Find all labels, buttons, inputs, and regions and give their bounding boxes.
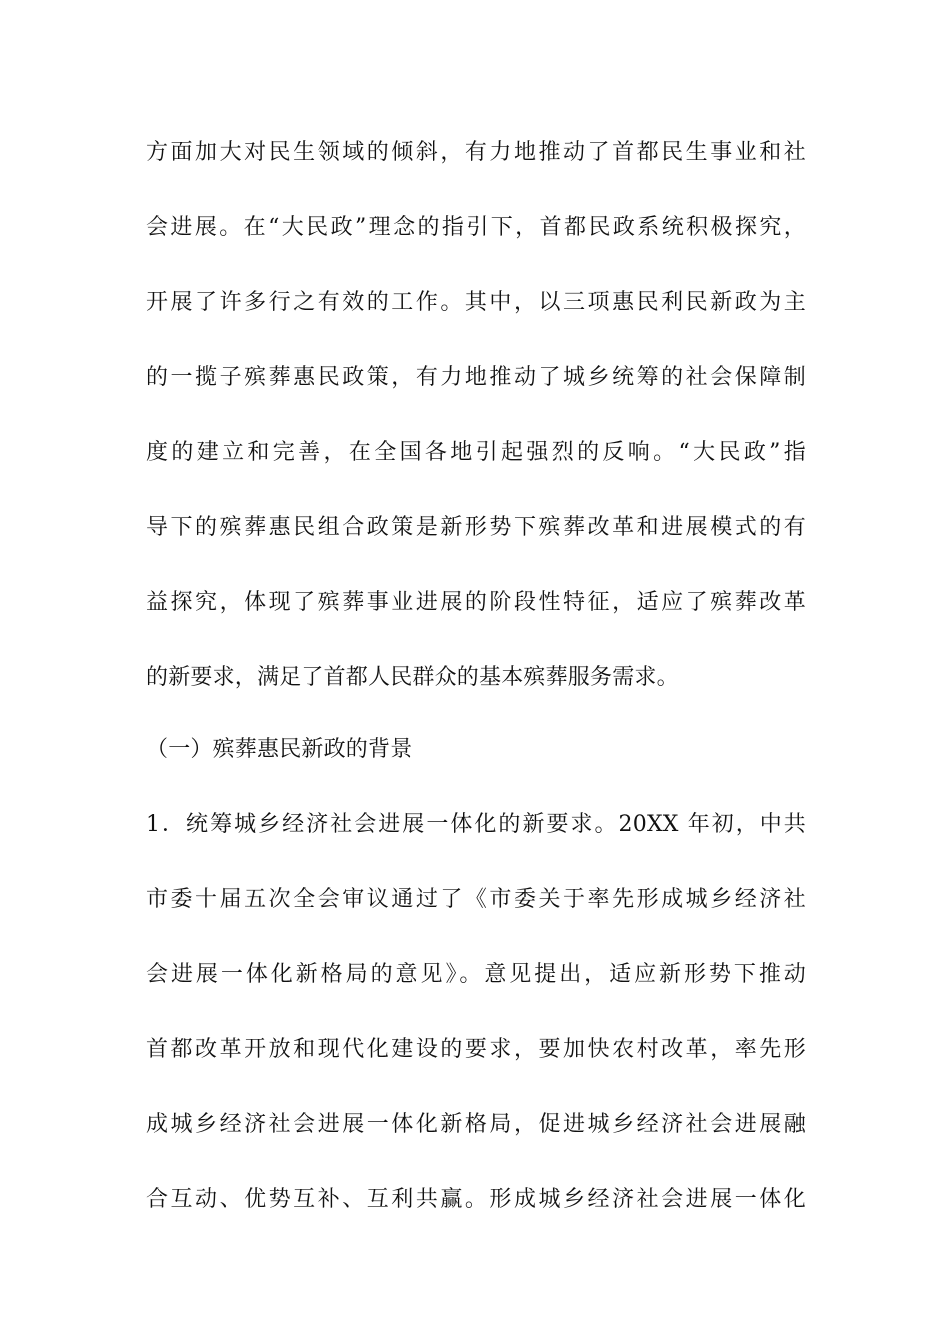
paragraph-line: 合互动、优势互补、互利共赢。形成城乡经济社会进展一体化 [146,1187,806,1212]
paragraph-line: 方面加大对民生领域的倾斜，有力地推动了首都民生事业和社 [146,140,806,165]
paragraph-line: 度的建立和完善，在全国各地引起强烈的反响。“大民政”指 [146,440,806,465]
section-heading: （一）殡葬惠民新政的背景 [146,737,413,762]
paragraph-line: 导下的殡葬惠民组合政策是新形势下殡葬改革和进展模式的有 [146,515,806,540]
paragraph-line: 市委十届五次全会审议通过了《市委关于率先形成城乡经济社 [146,887,806,912]
paragraph-line: 会进展。在“大民政”理念的指引下，首都民政系统积极探究， [146,215,806,240]
paragraph-line: 1．统筹城乡经济社会进展一体化的新要求。20XX 年初，中共 [146,812,806,837]
paragraph-line: 首都改革开放和现代化建设的要求，要加快农村改革，率先形 [146,1037,806,1062]
paragraph-line: 的新要求，满足了首都人民群众的基本殡葬服务需求。 [146,665,679,690]
paragraph-line: 会进展一体化新格局的意见》。意见提出，适应新形势下推动 [146,962,806,987]
paragraph-line: 的一揽子殡葬惠民政策，有力地推动了城乡统筹的社会保障制 [146,365,806,390]
paragraph-line: 开展了许多行之有效的工作。其中，以三项惠民利民新政为主 [146,290,806,315]
paragraph-line: 益探究，体现了殡葬事业进展的阶段性特征，适应了殡葬改革 [146,590,806,615]
paragraph-line: 成城乡经济社会进展一体化新格局，促进城乡经济社会进展融 [146,1112,806,1137]
